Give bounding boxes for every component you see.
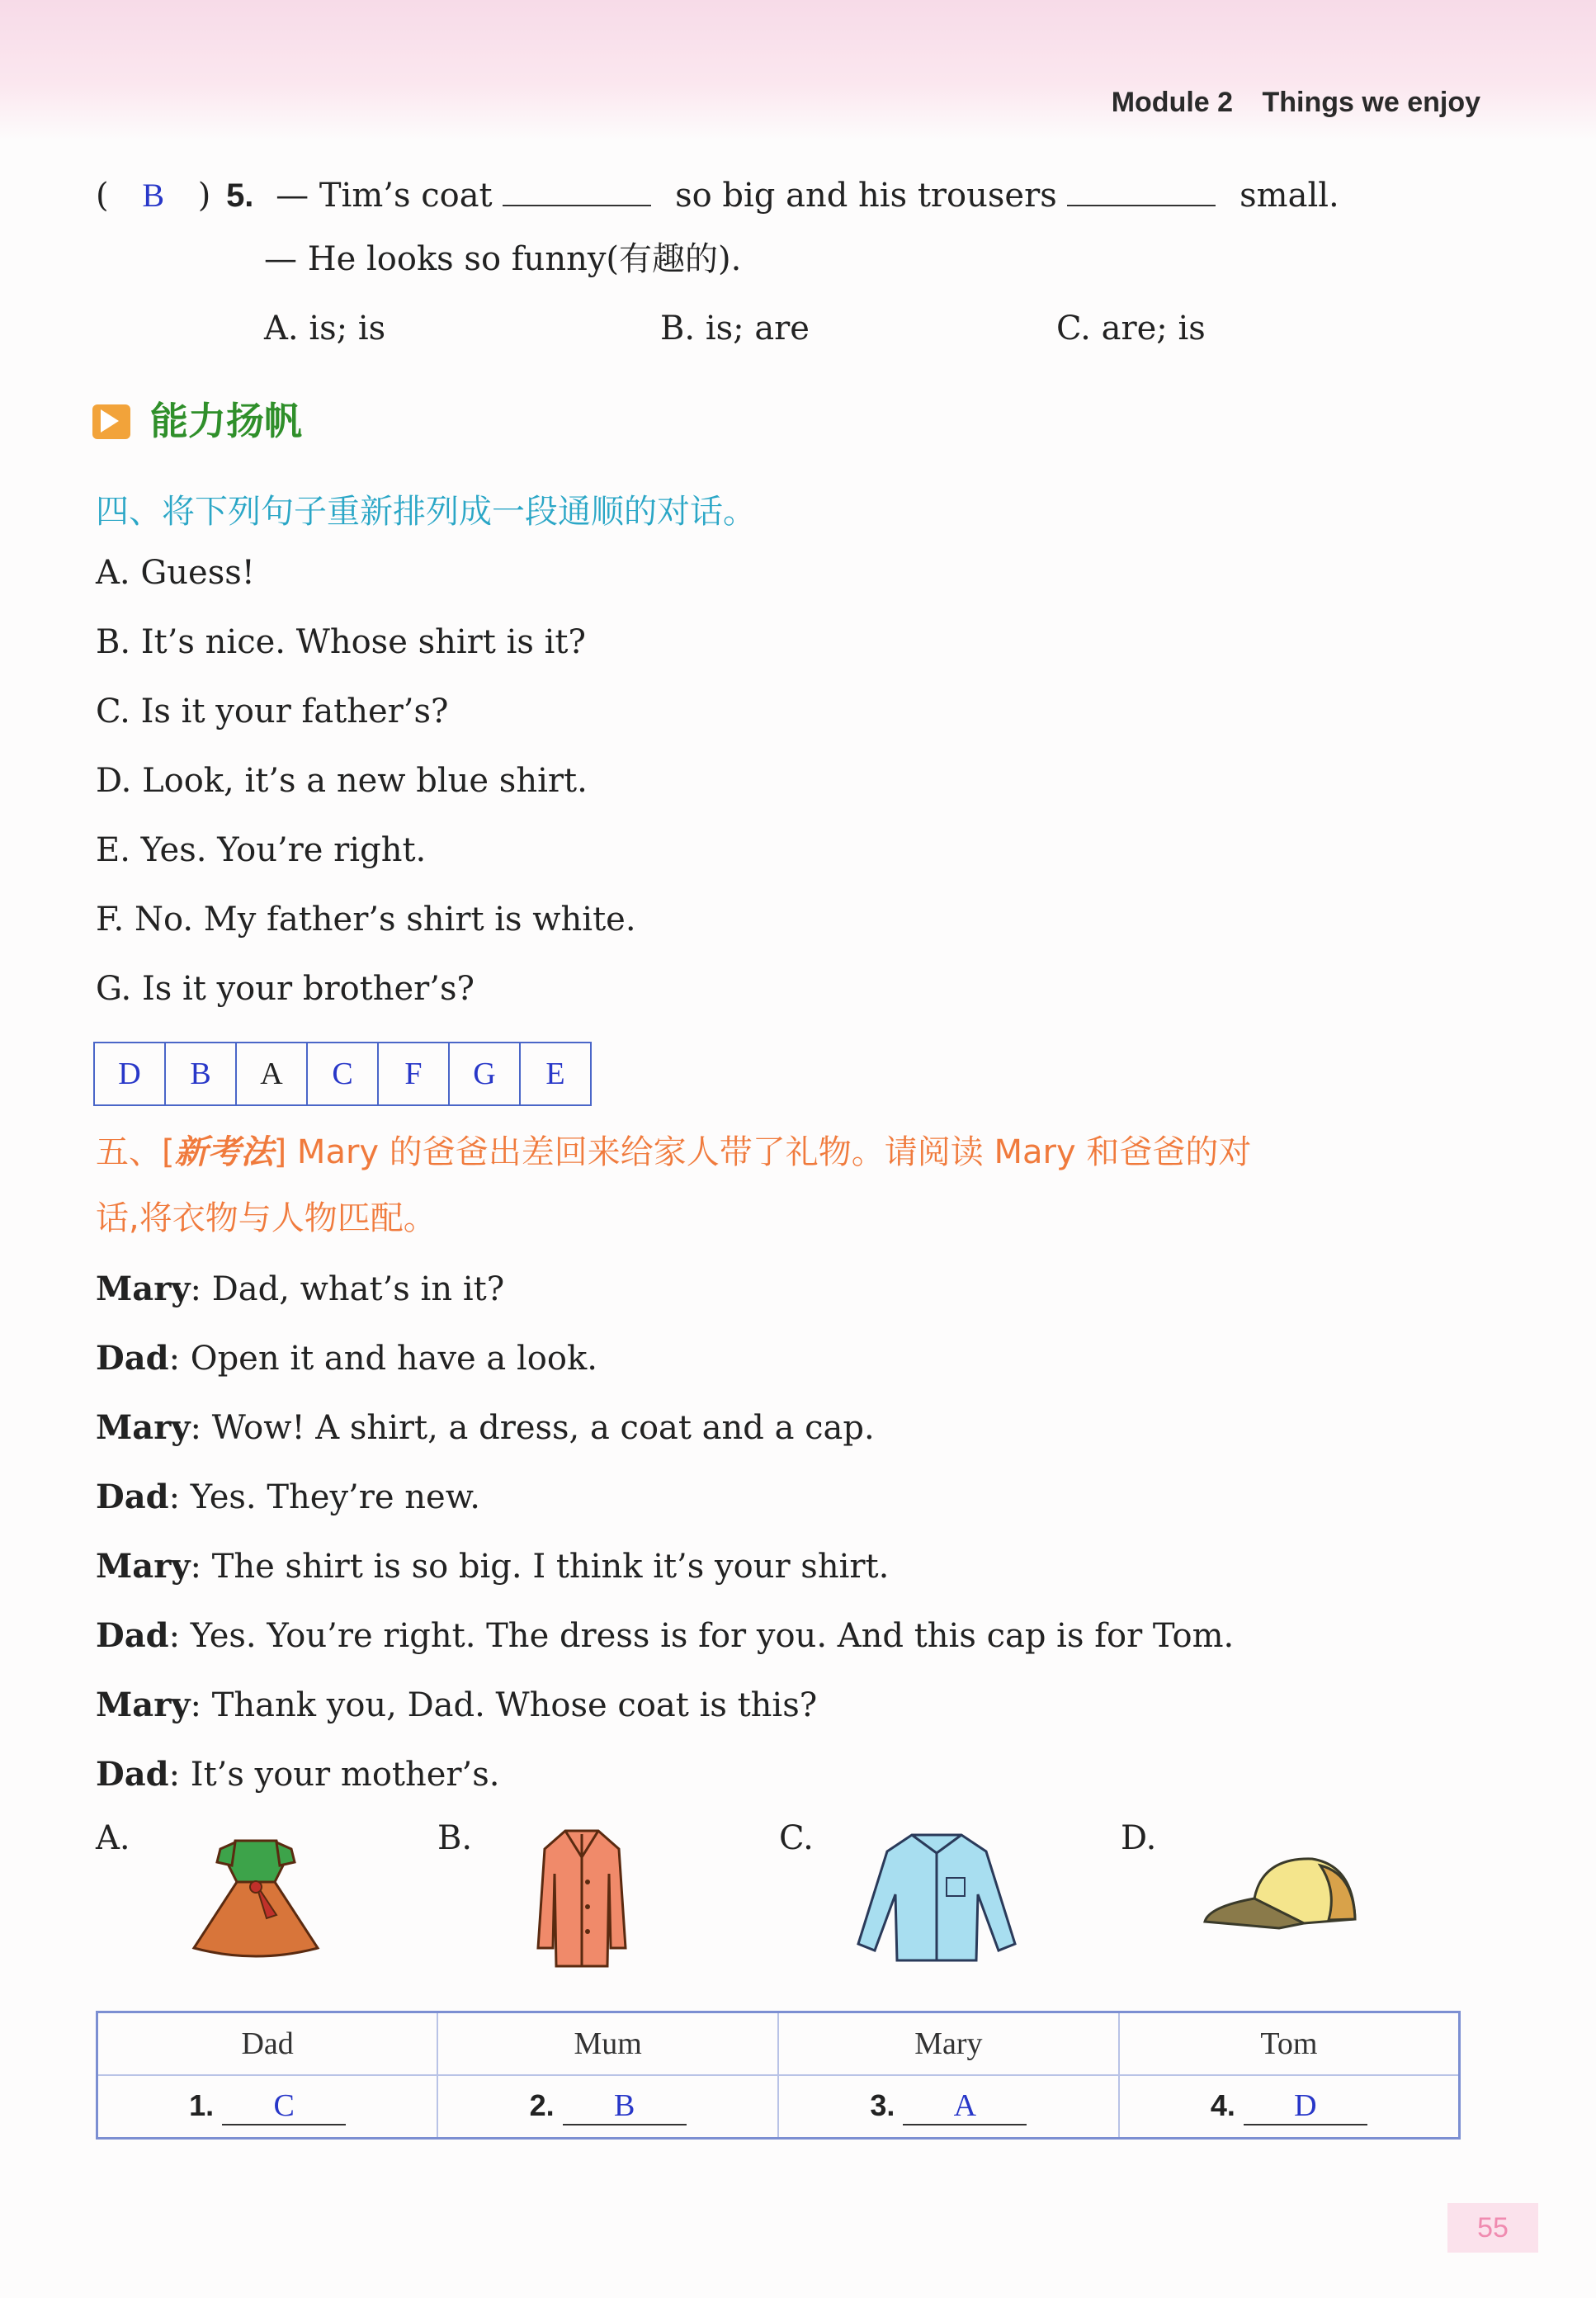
speaker: Mary — [96, 1686, 191, 1724]
module-label: Module 2 — [1111, 87, 1234, 118]
order-cell: B — [166, 1043, 237, 1104]
sail-icon — [92, 404, 130, 439]
name-cell: Mum — [437, 2012, 778, 2076]
q5-text-c: small. — [1239, 177, 1339, 215]
item-number: 1. — [189, 2088, 215, 2122]
dialogue-text: Wow! A shirt, a dress, a coat and a cap. — [211, 1409, 875, 1447]
answers-row — [97, 2075, 1460, 2139]
speaker: Mary — [96, 1270, 191, 1308]
q4-title: 四、将下列句子重新排列成一段通顺的对话。 — [96, 493, 756, 531]
dialogue-line — [96, 1270, 504, 1309]
item-number: 4. — [1210, 2088, 1235, 2122]
q5sec-line1: ] Mary 的爸爸出差回来给家人带了礼物。请阅读 Mary 和爸爸的对 — [273, 1133, 1252, 1171]
q5-option-a: A. is; is — [264, 310, 386, 348]
dialogue-text: Yes. You’re right. The dress is for you. And this cap is for Tom. — [190, 1617, 1235, 1655]
picture-label: B. — [437, 1819, 473, 1857]
dialogue-text: The shirt is so big. I think it’s your shirt. — [211, 1548, 890, 1586]
q5sec-line2: 话,将衣物与人物匹配。 — [96, 1199, 437, 1237]
dialogue-line — [96, 1547, 889, 1586]
speaker: Mary — [96, 1408, 191, 1447]
blank-2 — [1067, 172, 1216, 206]
q5-text-a: — Tim’s coat — [276, 177, 493, 215]
q5-line2: — He looks so funny(有趣的). — [264, 240, 742, 278]
answer-cell — [437, 2075, 778, 2139]
section-heading — [92, 391, 302, 446]
q5-number: 5. — [226, 177, 254, 214]
dialogue-text: Open it and have a look. — [190, 1340, 597, 1378]
dialogue-line — [96, 1478, 480, 1517]
dialogue-line — [96, 1339, 597, 1378]
dialogue-line — [96, 1755, 500, 1794]
picture-label: D. — [1121, 1819, 1157, 1857]
speaker: Mary — [96, 1547, 191, 1586]
order-cell: E — [545, 1057, 565, 1091]
picture-label: C. — [779, 1819, 814, 1857]
q5sec-title — [96, 1119, 1482, 1251]
match-table — [96, 2011, 1461, 2140]
q4-item-f: F. No. My father’s shirt is white. — [96, 901, 636, 939]
dialogue-text: It’s your mother’s. — [190, 1756, 500, 1794]
speaker: Dad — [96, 1339, 169, 1378]
q5-line1 — [96, 172, 1339, 215]
dialogue-line — [96, 1686, 817, 1725]
names-row — [97, 2012, 1460, 2076]
page-number: 55 — [1447, 2203, 1538, 2253]
speaker: Dad — [96, 1616, 169, 1655]
speaker: Dad — [96, 1755, 169, 1794]
match-answer: D — [1244, 2088, 1367, 2125]
name-cell: Mary — [778, 2012, 1119, 2076]
dialogue-text: Dad, what’s in it? — [211, 1270, 505, 1308]
q4-item-b: B. It’s nice. Whose shirt is it? — [96, 623, 586, 661]
dialogue-line — [96, 1408, 875, 1448]
running-header — [1112, 87, 1480, 119]
new-format-tag: 新考法 — [174, 1133, 274, 1171]
speaker-sep: : — [168, 1340, 191, 1378]
q5-text-b: so big and his trousers — [675, 177, 1057, 215]
picture-label: A. — [96, 1819, 130, 1857]
speaker-sep: : — [190, 1270, 212, 1308]
header-band — [0, 0, 1596, 140]
q5-option-c: C. are; is — [1056, 310, 1206, 348]
speaker-sep: : — [168, 1617, 191, 1655]
shirt-icon — [854, 1828, 1019, 1965]
answer-cell — [97, 2075, 438, 2139]
q4-item-g: G. Is it your brother’s? — [96, 970, 475, 1008]
speaker-sep: : — [190, 1548, 212, 1586]
answer-cell — [778, 2075, 1119, 2139]
blank-1 — [503, 172, 651, 206]
paren-open: ( — [96, 177, 109, 215]
order-cell: F — [379, 1043, 450, 1104]
q4-item-c: C. Is it your father’s? — [96, 693, 449, 731]
item-number: 2. — [529, 2088, 555, 2122]
paren-close: ) — [197, 177, 211, 215]
q4-item-d: D. Look, it’s a new blue shirt. — [96, 762, 588, 800]
speaker-sep: : — [190, 1409, 212, 1447]
dress-icon — [177, 1832, 334, 1965]
match-answer: A — [903, 2088, 1027, 2125]
dialogue-text: Thank you, Dad. Whose coat is this? — [211, 1686, 818, 1724]
module-title: Things we enjoy — [1262, 87, 1480, 118]
name-cell: Tom — [1119, 2012, 1460, 2076]
order-answer-box — [93, 1042, 592, 1106]
match-answer: B — [563, 2088, 687, 2125]
order-cell: G — [450, 1043, 521, 1104]
q4-item-e: E. Yes. You’re right. — [96, 831, 427, 869]
coat-icon — [528, 1824, 635, 1973]
q5-option-b: B. is; are — [660, 310, 810, 348]
dialogue-line — [96, 1616, 1234, 1656]
order-cell: C — [308, 1043, 379, 1104]
q5-answer: B — [142, 177, 165, 214]
name-cell: Dad — [97, 2012, 438, 2076]
answer-cell — [1119, 2075, 1460, 2139]
q4-item-a: A. Guess! — [96, 554, 255, 592]
section-title: 能力扬帆 — [150, 399, 303, 443]
q5sec-prefix: 五、[ — [96, 1133, 175, 1171]
speaker-sep: : — [168, 1478, 191, 1516]
match-answer: C — [222, 2088, 346, 2125]
order-cell: D — [95, 1043, 166, 1104]
speaker-sep: : — [168, 1756, 191, 1794]
dialogue-text: Yes. They’re new. — [190, 1478, 480, 1516]
speaker: Dad — [96, 1478, 169, 1516]
order-cell: A — [237, 1043, 308, 1104]
cap-icon — [1197, 1849, 1362, 1948]
item-number: 3. — [870, 2088, 895, 2122]
speaker-sep: : — [190, 1686, 212, 1724]
